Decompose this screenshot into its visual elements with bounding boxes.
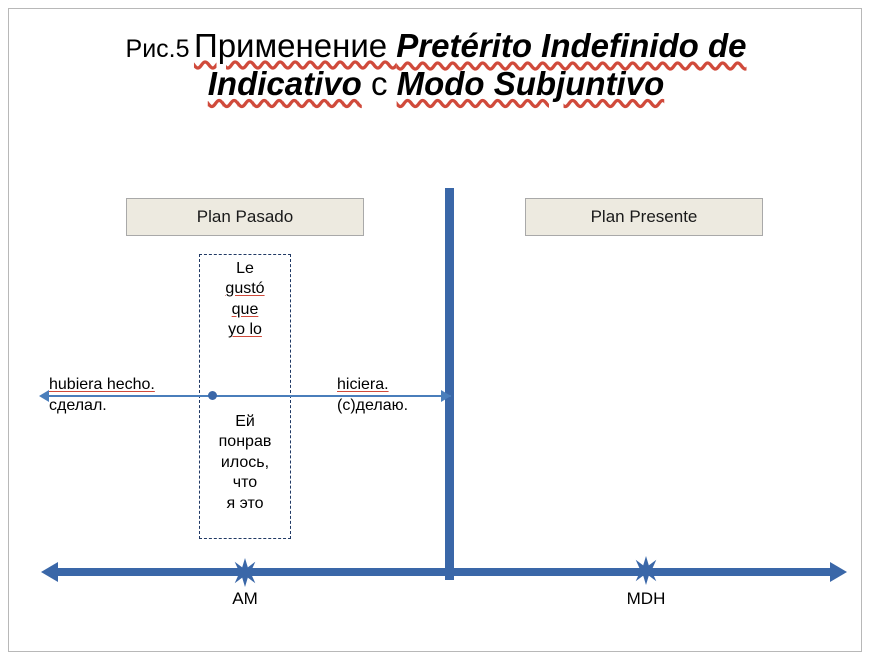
axis-label-am: AM (232, 589, 258, 608)
timeline-arrow-right-head (830, 562, 847, 582)
callout-line: илось, (220, 453, 270, 471)
plan-pasado-box (126, 198, 364, 236)
timeline-arrow-left-head (41, 562, 58, 582)
callout-line: Ей (235, 413, 255, 430)
title-emphasis-1: Pretérito Indefinido de (396, 27, 747, 64)
title-line-1 (27, 27, 845, 65)
callout-line: que (231, 300, 259, 318)
label-left-russian: сделал. (49, 396, 107, 414)
slide-frame (8, 8, 862, 652)
label-left-group (49, 375, 155, 417)
mid-timeline-point (208, 391, 217, 400)
axis-label-mdh: MDH (626, 589, 666, 608)
title-conjunction: с (361, 64, 397, 102)
label-right-russian: (с)делаю. (337, 396, 409, 414)
plan-pasado-label: Plan Pasado (196, 207, 294, 226)
callout-line: я это (226, 494, 264, 512)
title-emphasis-3: Modo Subjuntivo (396, 64, 665, 102)
plan-presente-label: Plan Presente (590, 207, 698, 226)
callout-text-spanish (199, 259, 291, 341)
label-right-spanish: hiciera. (337, 376, 389, 393)
mid-arrow-right-head (441, 390, 451, 402)
plan-presente-box (525, 198, 763, 236)
star-icon-mdh (631, 555, 661, 585)
callout-line: понрав (218, 433, 272, 451)
callout-line: gustó (225, 280, 265, 298)
star-icon-am (230, 557, 260, 587)
callout-line: yo lo (228, 321, 262, 339)
figure-label: Рис.5 (125, 35, 190, 63)
title-word-primenenie: Применение (193, 27, 397, 64)
label-left-spanish: hubiera hecho. (49, 376, 155, 393)
callout-text-russian (199, 412, 291, 514)
title-line-2 (27, 65, 845, 103)
main-timeline (57, 568, 835, 576)
callout-line: что (232, 474, 258, 492)
present-moment-divider (445, 188, 454, 580)
label-right-group (337, 375, 408, 417)
page-title (27, 27, 845, 102)
callout-line: Le (236, 260, 254, 277)
title-emphasis-2: Indicativo (207, 64, 362, 102)
